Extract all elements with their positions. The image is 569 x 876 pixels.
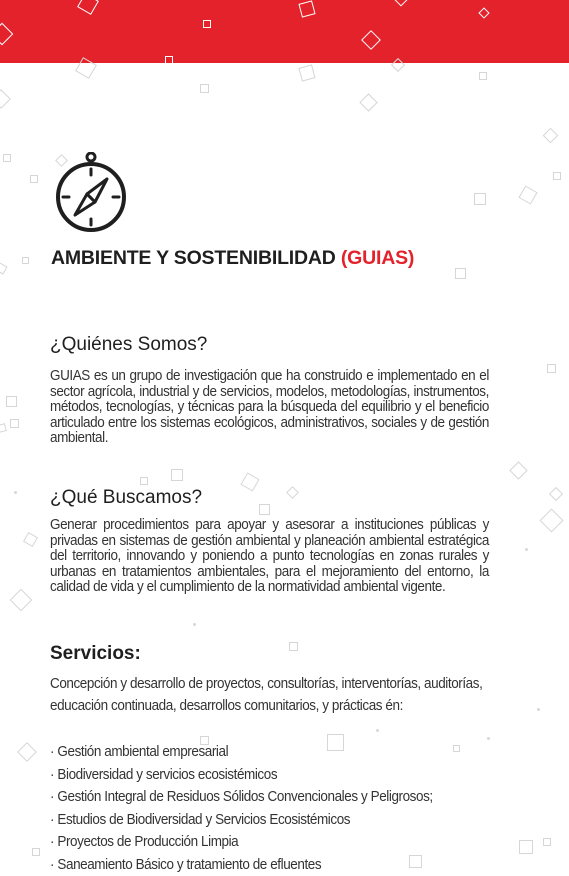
decor-square (289, 642, 298, 651)
page-title-accent: (GUIAS) (341, 247, 414, 269)
decor-square (539, 508, 563, 532)
decor-square (547, 364, 556, 373)
decor-square (0, 23, 13, 46)
decor-square (543, 838, 551, 846)
decor-square (10, 419, 19, 428)
decor-dot (537, 708, 540, 711)
decor-dot (193, 623, 196, 626)
decor-square (17, 742, 37, 762)
quienes-title: ¿Quiénes Somos? (50, 334, 207, 356)
list-item: · Estudios de Biodiversidad y Servicios Ecosistémicos (50, 809, 433, 832)
decor-square (359, 93, 377, 111)
servicios-body: Concepción y desarrollo de proyectos, consultorías, interventorías, auditorías, educación continuada, desarrollos comunitarios, y prácticas én: (50, 673, 489, 717)
servicios-list (50, 741, 433, 876)
decor-square (0, 423, 7, 433)
decor-square (165, 56, 173, 63)
decor-square (519, 840, 533, 854)
decor-square (203, 20, 211, 28)
decor-square (30, 175, 38, 183)
decor-square (361, 30, 381, 50)
quienes-body: GUIAS es un grupo de investigación que ha construido e implementado en el sector agrícola, industrial y de servicios, modelos, metodologías, instrumentos, métodos, tecnologías, y técnicas para la búsqueda del equilibrio y el beneficio articulado entre los sistemas ecológicos, administrativos, sociales y de gestión ambiental. (50, 369, 489, 447)
decor-square (453, 745, 460, 752)
decor-dot (14, 491, 17, 494)
decor-dot (487, 737, 490, 740)
decor-square (549, 487, 563, 501)
decor-square (240, 472, 259, 491)
decor-square (23, 532, 38, 547)
decor-square (3, 154, 11, 162)
buscamos-body: Generar procedimientos para apoyar y asesorar a instituciones públicas y privadas en sistemas de gestión ambiental y planeación ambiental estratégica del territorio, innovando y poniendo a punto tecnologías en zonas rurales y urbanas en tratamientos ambientales, para el mejoramiento del entorno, la calidad de vida y el cumplimiento de la normatividad ambiental vigente. (50, 518, 489, 596)
page-title-main: AMBIENTE Y SOSTENIBILIDAD (51, 247, 336, 269)
decor-square (171, 469, 183, 481)
decor-dot (525, 548, 528, 551)
decor-square (0, 262, 8, 274)
servicios-title: Servicios: (50, 643, 141, 665)
decor-square (543, 128, 559, 144)
page-title (51, 247, 414, 270)
decor-square (553, 172, 561, 180)
decor-square (478, 7, 489, 18)
compass-icon (50, 152, 132, 234)
decor-square (10, 589, 33, 612)
decor-square (298, 0, 315, 17)
decor-square (509, 461, 527, 479)
buscamos-title: ¿Qué Buscamos? (50, 487, 202, 509)
decor-square (0, 89, 11, 109)
decor-square (474, 193, 486, 205)
header-banner (0, 0, 569, 63)
decor-square (32, 848, 40, 856)
list-item: · Biodiversidad y servicios ecosistémicos (50, 764, 433, 787)
decor-square (6, 396, 17, 407)
decor-square (479, 72, 487, 80)
decor-square (22, 257, 29, 264)
decor-square (259, 504, 270, 515)
decor-dot (376, 729, 379, 732)
decor-square (140, 477, 148, 485)
decor-square (200, 84, 209, 93)
decor-square (518, 185, 537, 204)
list-item: · Proyectos de Producción Limpia (50, 831, 433, 854)
decor-square (393, 0, 410, 6)
list-item: · Gestión ambiental empresarial (50, 741, 433, 764)
decor-square (455, 268, 466, 279)
decor-square (298, 64, 315, 81)
list-item: · Gestión Integral de Residuos Sólidos Convencionales y Peligrosos; (50, 786, 433, 809)
decor-square (286, 486, 299, 499)
decor-square (77, 0, 99, 15)
list-item: · Saneamiento Básico y tratamiento de efluentes (50, 854, 433, 876)
